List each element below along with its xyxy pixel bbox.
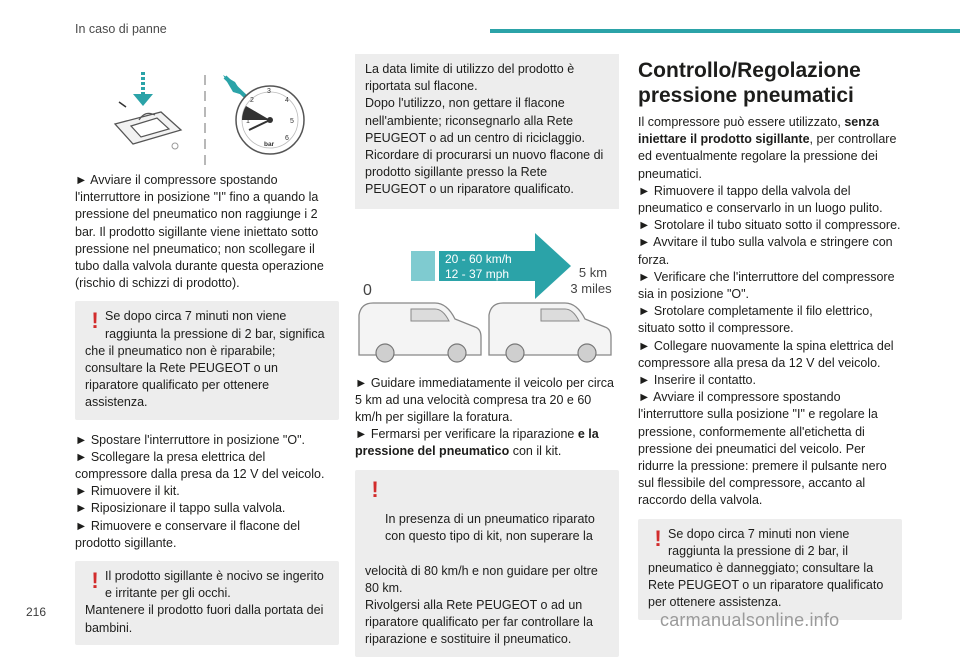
watermark: carmanualsonline.info xyxy=(660,610,840,630)
warning-box-pressure xyxy=(75,301,339,419)
column-right xyxy=(638,58,902,620)
instruction-pressure-check xyxy=(638,114,902,510)
warning-text-first: Il prodotto sigillante è nocivo se ingerito e irritante per gli occhi. xyxy=(105,569,324,601)
distance-miles-label: 3 miles xyxy=(570,280,612,296)
warning-exclamation-icon: ! xyxy=(91,568,99,594)
distance-km-label: 5 km xyxy=(578,264,608,280)
warning-text-first: Se dopo circa 7 minuti non viene raggiunta la pressione di 2 bar, significa xyxy=(105,309,325,341)
driving-distance-figure xyxy=(355,223,619,363)
speed-arrow-icon xyxy=(411,233,571,299)
info-box-sealant-expiry xyxy=(355,54,619,209)
speed-kmh-label: 20 - 60 km/h xyxy=(445,251,512,266)
warning-exclamation-icon: ! xyxy=(91,308,99,334)
warning-text-first: Se dopo circa 7 minuti non viene raggiunta la pressione di 2 bar, il xyxy=(668,526,850,558)
instruction-drive-text: ► Guidare immediatamente il veicolo per circa 5 km ad una velocità compresa tra 20 e 60 km/h per sigillare la foratura. ► Fermarsi per verificare la riparazione xyxy=(355,375,615,442)
column-left xyxy=(75,60,339,645)
warning-text-rest: velocità di 80 km/h e non guidare per oltre 80 km. Rivolgersi alla Rete PEUGEOT o ad un riparatore qualificato per far controllare la riparazione e sostituire il pneumatico. xyxy=(365,563,598,647)
warning-text-rest: che il pneumatico non è riparabile; consultare la Rete PEUGEOT o un riparatore qualificato per ottenere assistenza. xyxy=(85,343,278,410)
gauge-tick-4: 4 xyxy=(285,97,289,104)
instruction-start-compressor: ► Avviare il compressore spostando l'interruttore in posizione "I" fino a quando la pressione del pneumatico non raggiunge i 2 bar. Il prodotto sigillante viene iniettato sotto pressione nel pneumatico; non scollegare il tubo dalla valvola durante questa operazione (rischio di schizzi di prodotto). xyxy=(75,173,324,291)
gauge-tick-6: 6 xyxy=(285,135,289,142)
distance-start-label: 0 xyxy=(363,281,372,299)
gauge-unit: bar xyxy=(264,141,275,148)
instruction-drive-end: con il kit. xyxy=(509,444,562,459)
warning-box-speed-limit xyxy=(355,470,619,657)
compressor-switch-icon xyxy=(115,72,181,149)
compressor-gauge-figure xyxy=(75,60,339,170)
pressure-check-intro: Il compressore può essere utilizzato, xyxy=(638,115,845,129)
warning-box-damaged-tyre xyxy=(638,519,902,620)
column-middle xyxy=(355,54,619,657)
instruction-list-finish: ► Spostare l'interruttore in posizione "O". ► Scollegare la presa elettrica del compressore dalla presa da 12 V del veicolo. ► Rimuovere il kit. ► Riposizionare il tappo sulla valvola. ► Rimuovere e conservare il flacone del prodotto sigillante. xyxy=(75,432,325,550)
van-right-icon xyxy=(489,303,611,362)
pressure-gauge-icon xyxy=(223,75,304,154)
warning-exclamation-icon: ! xyxy=(371,476,379,502)
pressure-check-steps: , per controllare ed eventualmente regolare la pressione dei pneumatici. ► Rimuovere il tappo della valvola del pneumatico e conservarlo in un luogo pulito. ► Srotolare il tubo situato sotto il compressore. ► Avvitare il tubo sulla valvola e stringere con forza. ► Verificare che l'interruttore del compressore sia in posizione "O". ► Srotolare completamente il filo elettrico, situato sotto il compressore. ► Collegare nuovamente la spina elettrica del compressore alla presa da 12 V del veicolo. ► Inserire il contatto. ► Avviare il compressore spostando l'interruttore sulla posizione "I" e regolare la pressione, conformemente all'etichetta di pressione dei pneumatici del veicolo. Per ridurre la pressione: premere il pulsante nero sul flessibile del compressore, accanto al raccordo della valvola. xyxy=(638,132,901,508)
speed-mph-label: 12 - 37 mph xyxy=(445,266,510,281)
section-heading: Controllo/Regolazione pressione pneumatici xyxy=(638,59,861,107)
gauge-tick-3: 3 xyxy=(267,88,271,95)
pressure-check-bold: senza iniettare il prodotto sigillante xyxy=(638,115,880,147)
gauge-tick-5: 5 xyxy=(290,118,294,125)
warning-text-first: In presenza di un pneumatico riparato con questo tipo di kit, non superare la xyxy=(385,512,595,544)
gauge-tick-2: 2 xyxy=(250,97,254,104)
header-accent-bar xyxy=(490,29,960,33)
page-number: 216 xyxy=(26,605,47,619)
gauge-tick-1: 1 xyxy=(246,118,250,125)
instruction-drive xyxy=(355,375,619,461)
warning-box-sealant xyxy=(75,561,339,645)
section-title: In caso di panne xyxy=(75,22,167,36)
warning-text-rest: pneumatico è danneggiato; consultare la Rete PEUGEOT o un riparatore qualificato per ottenere assistenza. xyxy=(648,561,884,610)
info-text: La data limite di utilizzo del prodotto è riportata sul flacone. Dopo l'utilizzo, non gettare il flacone nell'ambiente; riconsegnarlo alla Rete PEUGEOT o ad un centro di riciclaggio. Ricordare di procurarsi un nuovo flacone di prodotto sigillante presso la Rete PEUGEOT o un riparatore qualificato. xyxy=(365,62,604,197)
instruction-drive-bold: e la pressione del pneumatico xyxy=(355,427,599,459)
van-left-icon xyxy=(359,303,481,362)
warning-text-rest: Mantenere il prodotto fuori dalla portata dei bambini. xyxy=(85,603,324,635)
warning-exclamation-icon: ! xyxy=(654,525,662,551)
